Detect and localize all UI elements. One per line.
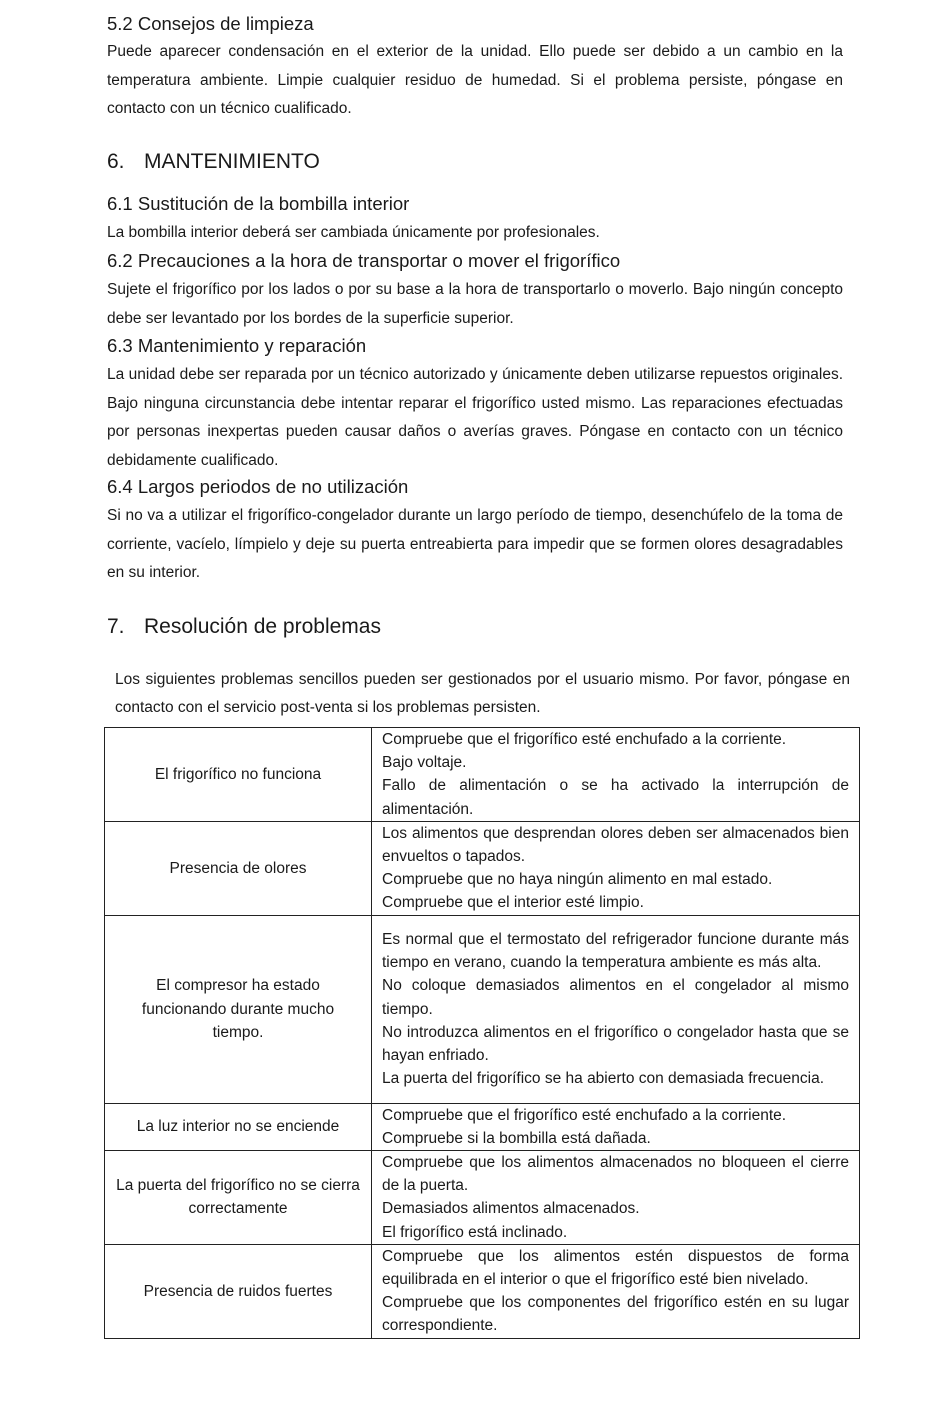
troubleshooting-table	[104, 727, 860, 1339]
section-6-4-heading: 6.4 Largos periodos de no utilización	[107, 476, 409, 497]
problem-cell: La puerta del frigorífico no se cierra correctamente	[105, 1151, 372, 1245]
solution-item: Compruebe si la bombilla está dañada.	[382, 1129, 651, 1147]
section-6-title: MANTENIMIENTO	[144, 150, 320, 173]
table-row	[105, 915, 860, 1103]
solution-item: Compruebe que el frigorífico esté enchufado a la corriente.	[382, 1106, 787, 1124]
table-row	[105, 1151, 860, 1245]
troubleshooting-table-body	[105, 728, 860, 1339]
solutions-cell	[372, 1244, 860, 1338]
section-5-2-body: Puede aparecer condensación en el exterior de la unidad. Ello puede ser debido a un cambio en la temperatura ambiente. Limpie cualquier residuo de humedad. Si el problema persiste, póngase en contacto con un técnico cualificado.	[107, 43, 843, 117]
solution-item: Compruebe que los componentes del frigorífico estén en su lugar correspondiente.	[382, 1294, 849, 1335]
problem-cell: El compresor ha estado funcionando durante mucho tiempo.	[105, 915, 372, 1103]
problem-cell: La luz interior no se enciende	[105, 1103, 372, 1150]
section-6-4-body: Si no va a utilizar el frigorífico-congelador durante un largo período de tiempo, desenchúfelo de la toma de corriente, vacíelo, límpielo y deje su puerta entreabierta para impedir que se formen olores desagradables en su interior.	[107, 507, 843, 581]
section-5-2-heading: 5.2 Consejos de limpieza	[107, 13, 314, 34]
section-7-heading	[107, 613, 381, 641]
table-row	[105, 728, 860, 822]
solution-item: Los alimentos que desprendan olores deben ser almacenados bien envueltos o tapados.	[382, 824, 849, 866]
solutions-cell	[372, 728, 860, 822]
problem-cell: Presencia de olores	[105, 821, 372, 915]
solutions-cell	[372, 1151, 860, 1245]
section-6-heading	[107, 148, 320, 176]
problem-cell: Presencia de ruidos fuertes	[105, 1244, 372, 1338]
section-6-3-body: La unidad debe ser reparada por un técnico autorizado y únicamente deben utilizarse repuestos originales. Bajo ninguna circunstancia debe intentar reparar el frigorífico usted mismo. Las reparaciones efectuadas por personas inexpertas pueden causar daños o averías graves. Póngase en contacto con un técnico debidamente cualificado.	[107, 366, 843, 469]
solution-item: Bajo voltaje.	[382, 754, 467, 772]
solution-item: No introduzca alimentos en el frigorífico o congelador hasta que se hayan enfriado.	[382, 1023, 849, 1064]
table-row	[105, 1244, 860, 1338]
solution-item: Demasiados alimentos almacenados.	[382, 1200, 640, 1218]
solutions-cell	[372, 915, 860, 1103]
section-7-title: Resolución de problemas	[144, 615, 381, 638]
solution-item: Compruebe que los alimentos estén dispuestos de forma equilibrada en el interior o que el frigorífico esté bien nivelado.	[382, 1247, 849, 1289]
section-6-1-heading: 6.1 Sustitución de la bombilla interior	[107, 193, 410, 214]
section-6-3-heading: 6.3 Mantenimiento y reparación	[107, 335, 367, 356]
solution-item: Compruebe que los alimentos almacenados no bloqueen el cierre de la puerta.	[382, 1154, 849, 1195]
solutions-cell	[372, 821, 860, 915]
section-7-number: 7.	[107, 615, 125, 638]
problem-cell: El frigorífico no funciona	[105, 728, 372, 822]
solution-item: La puerta del frigorífico se ha abierto con demasiada frecuencia.	[382, 1070, 825, 1088]
table-row	[105, 1103, 860, 1150]
section-6-2-body: Sujete el frigorífico por los lados o por su base a la hora de transportarlo o moverlo. Bajo ningún concepto debe ser levantado por los bordes de la superficie superior.	[107, 281, 843, 327]
solution-item: No coloque demasiados alimentos en el congelador al mismo tiempo.	[382, 977, 849, 1018]
solution-item: Es normal que el termostato del refrigerador funcione durante más tiempo en verano, cuando la temperatura ambiente es más alta.	[382, 930, 849, 972]
section-7-intro: Los siguientes problemas sencillos pueden ser gestionados por el usuario mismo. Por favor, póngase en contacto con el servicio post-venta si los problemas persisten.	[115, 671, 850, 716]
solutions-cell	[372, 1103, 860, 1150]
solution-item: Compruebe que el frigorífico esté enchufado a la corriente.	[382, 731, 787, 748]
solution-item: Compruebe que no haya ningún alimento en mal estado.	[382, 871, 773, 889]
solution-item: Compruebe que el interior esté limpio.	[382, 894, 644, 912]
solution-item: Fallo de alimentación o se ha activado la interrupción de alimentación.	[382, 777, 849, 818]
solution-item: El frigorífico está inclinado.	[382, 1223, 568, 1241]
table-row	[105, 821, 860, 915]
section-6-2-heading: 6.2 Precauciones a la hora de transportar o mover el frigorífico	[107, 250, 621, 271]
section-6-number: 6.	[107, 150, 125, 173]
section-6-1-body: La bombilla interior deberá ser cambiada únicamente por profesionales.	[107, 224, 600, 241]
